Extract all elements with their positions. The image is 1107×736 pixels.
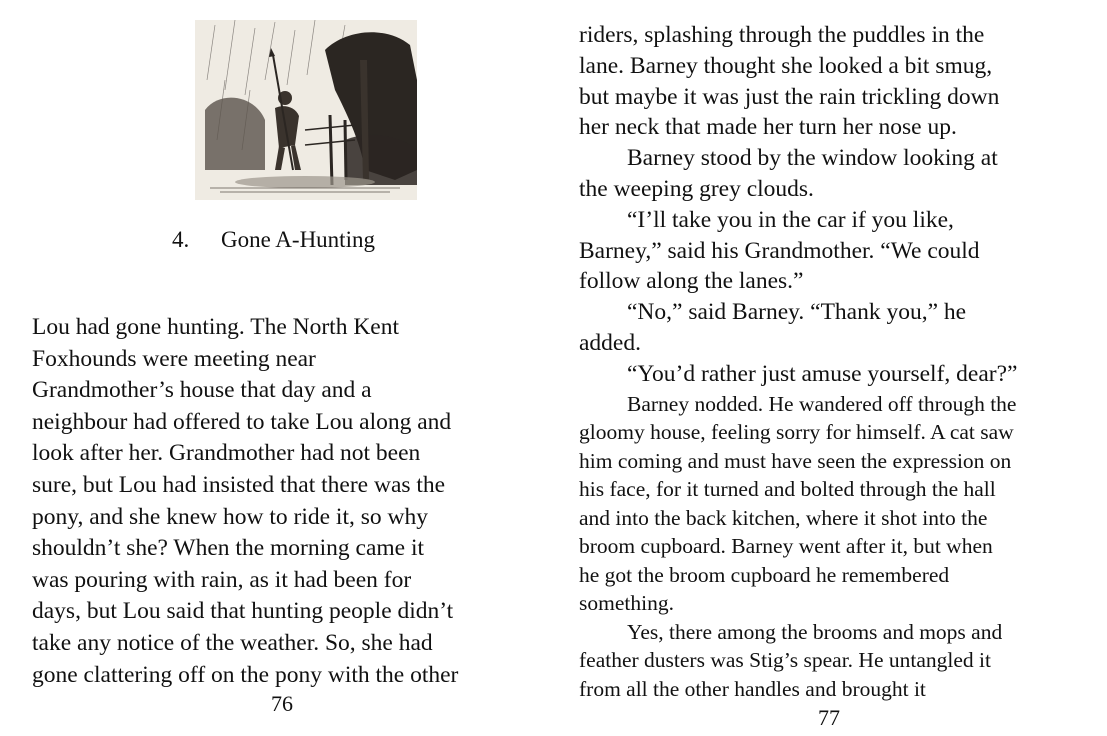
text-line: he got the broom cupboard he remembered [579,562,950,587]
text-line: Foxhounds were meeting near [32,345,316,372]
chapter-illustration [195,20,417,200]
text-line: and into the back kitchen, where it shot into the [579,505,988,530]
text-line: but maybe it was just the rain trickling down [579,83,1000,110]
text-line: gloomy house, feeling sorry for himself. A cat saw [579,420,1014,445]
text-line: lane. Barney thought she looked a bit smug, [579,52,993,79]
illustration-drawing [195,20,417,200]
text-line: days, but Lou said that hunting people didn’t [32,598,454,625]
text-line: his face, for it turned and bolted through the hall [579,477,996,502]
text-line: broom cupboard. Barney went after it, but when [579,534,993,559]
right-page-body [579,20,1094,703]
chapter-number: 4. [172,227,190,252]
text-line: sure, but Lou had insisted that there was the [32,471,446,498]
text-line: neighbour had offered to take Lou along and [32,408,452,435]
text-line: him coming and must have seen the expression on [579,448,1012,473]
text-line: Barney stood by the window looking at [627,145,998,172]
text-line: “I’ll take you in the car if you like, [627,206,954,233]
text-line: follow along the lanes.” [579,268,804,295]
text-line: was pouring with rain, as it had been for [32,566,412,593]
text-line: Yes, there among the brooms and mops and [627,619,1003,644]
left-page-body [32,312,542,691]
text-line: gone clattering off on the pony with the other [32,661,459,688]
text-line: take any notice of the weather. So, she had [32,629,433,656]
text-line: Barney,” said his Grandmother. “We could [579,237,980,264]
page-number: 77 [818,705,840,730]
text-line: “You’d rather just amuse yourself, dear?” [627,360,1018,387]
chapter-heading [172,226,375,254]
text-line: Barney nodded. He wandered off through the [627,391,1017,416]
text-line: something. [579,591,674,616]
text-line: look after her. Grandmother had not been [32,440,421,467]
text-line: “No,” said Barney. “Thank you,” he [627,299,967,326]
text-line: Grandmother’s house that day and a [32,377,372,404]
text-line: Lou had gone hunting. The North Kent [32,314,400,340]
text-line: pony, and she knew how to ride it, so why [32,503,428,530]
text-line: riders, splashing through the puddles in the [579,22,985,48]
right-page [560,0,1107,736]
text-line: from all the other handles and brought it [579,676,926,701]
text-line: her neck that made her turn her nose up. [579,114,957,141]
text-line: added. [579,329,641,356]
chapter-title: Gone A-Hunting [221,227,375,252]
text-line: the weeping grey clouds. [579,175,814,202]
text-line: feather dusters was Stig’s spear. He untangled it [579,648,991,673]
text-line: shouldn’t she? When the morning came it [32,535,425,562]
page-number: 76 [271,691,293,716]
